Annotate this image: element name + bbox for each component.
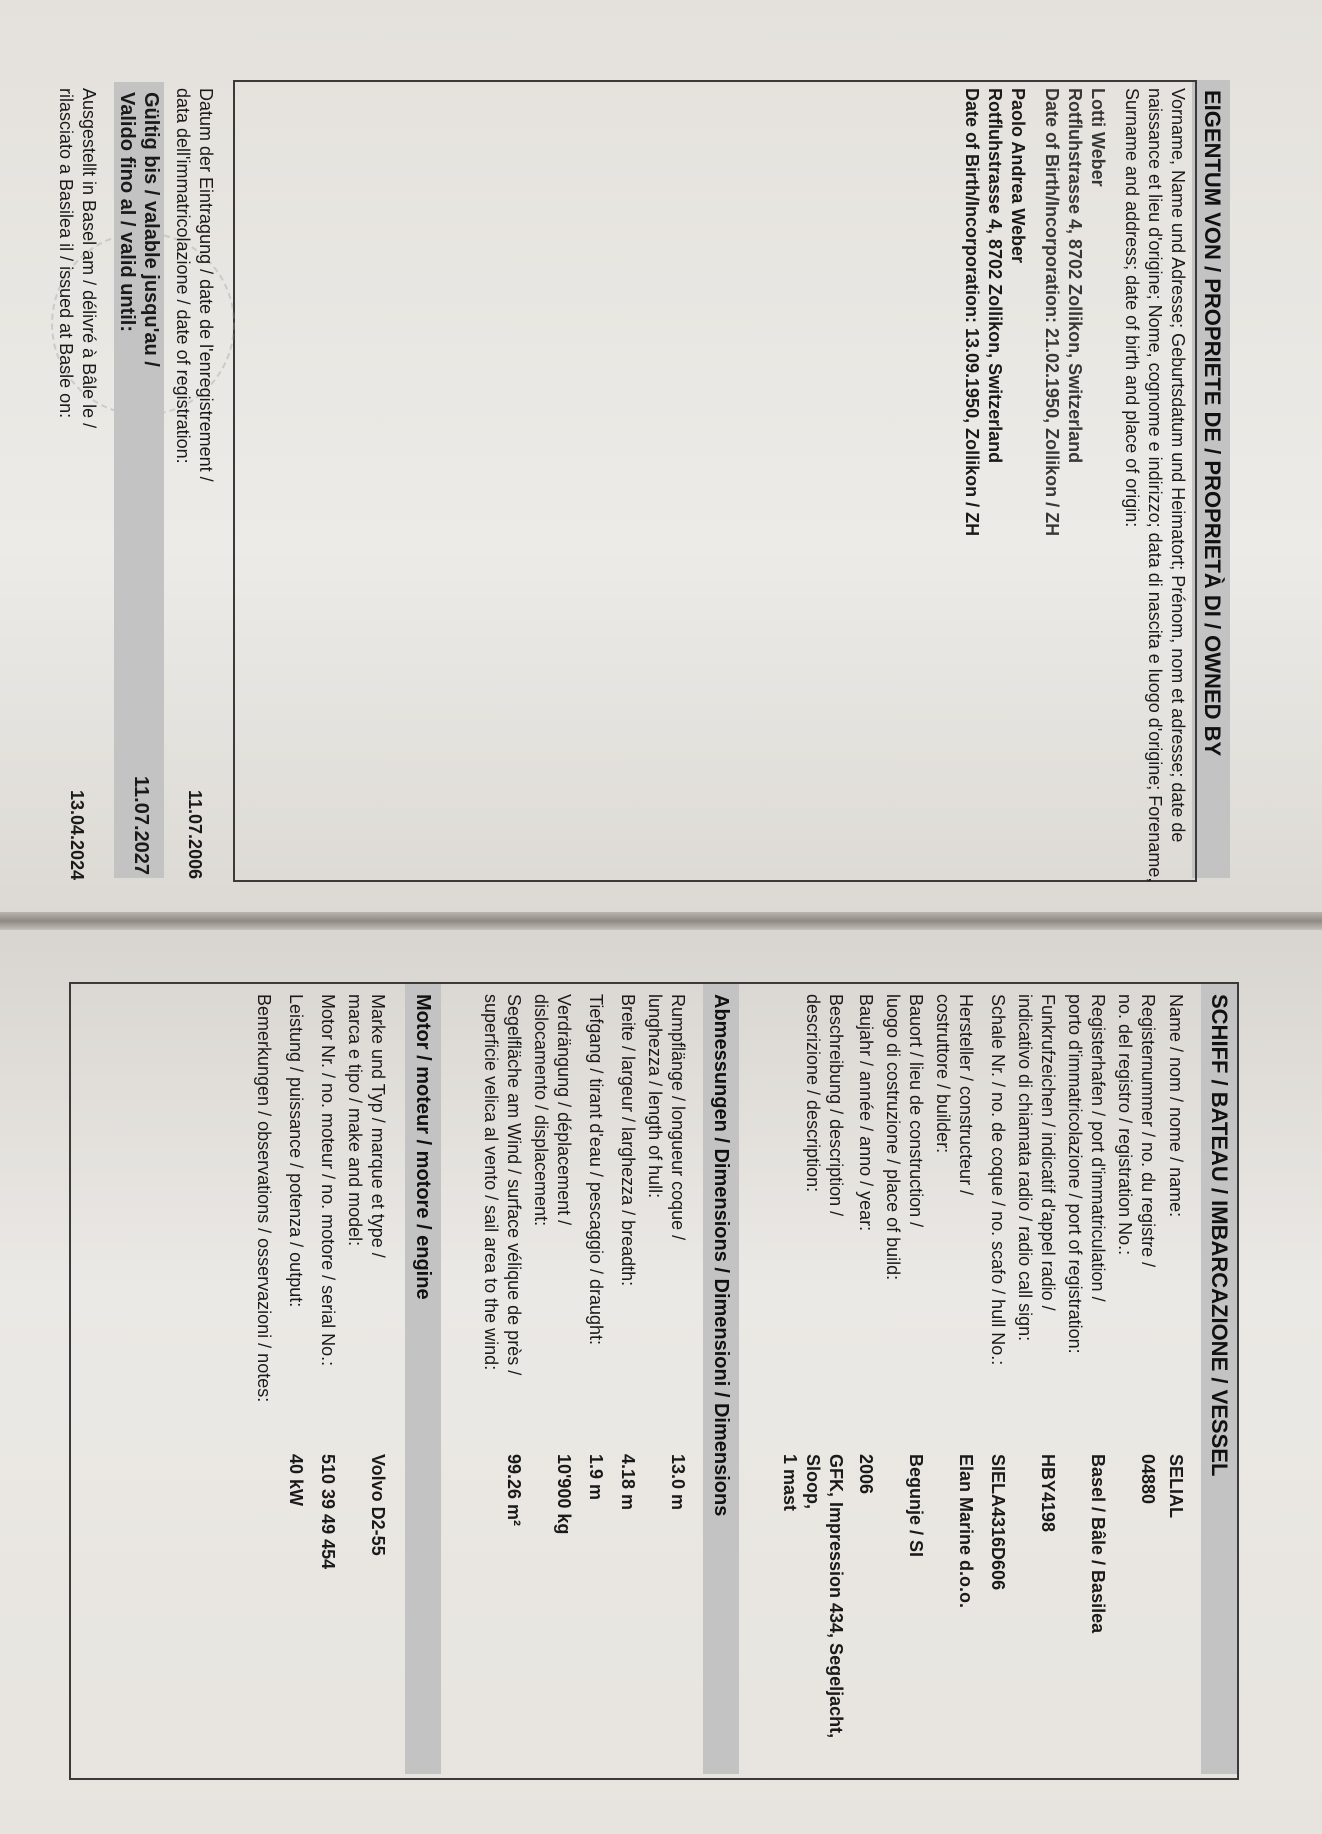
vessel-value: Elan Marine d.o.o.: [956, 1454, 976, 1609]
engine-value: 510 39 49 454: [318, 1454, 338, 1570]
engine-heading: Motor / moteur / motore / engine: [405, 984, 441, 1774]
owner-2-birth: Date of Birth/Incorporation: 13.09.1950, Zollikon / ZH: [962, 88, 982, 537]
owner-1-birth: Date of Birth/Incorporation: 21.02.1950, Zollikon / ZH: [1042, 88, 1062, 537]
engine-label: Leistung / puissance / potenza / output:: [286, 994, 306, 1308]
validity-label-2: Valido fino al / valid until:: [116, 92, 138, 333]
vessel-value: SELIAL: [1166, 1454, 1186, 1519]
vessel-value: 04880: [1138, 1454, 1158, 1505]
dimension-value: 13.0 m: [668, 1454, 688, 1511]
vessel-label: Registernummer / no. du registre / no. del registro / registration No.:: [1115, 994, 1158, 1268]
vessel-label: Schale Nr. / no. de coque / no. scafo / hull No.:: [988, 994, 1008, 1366]
engine-label: Bemerkungen / observations / osservazioni / notes:: [254, 994, 274, 1403]
validity-label-1: Gültig bis / valable jusqu'au /: [140, 92, 162, 367]
dimension-label: Breite / largeur / larghezza / breadth:: [618, 994, 638, 1287]
registration-label-2: data dell'immatricolazione / date of registration:: [173, 88, 193, 464]
vessel-value: 2006: [856, 1454, 876, 1495]
vessel-label: Name / nom / nome / name:: [1166, 994, 1186, 1218]
dimension-label: Segelfläche am Wind / surface vélique de près / superficie velica al vento / sail area to the wind:: [481, 994, 524, 1376]
validity-date: 11.07.2027: [130, 776, 152, 875]
dimension-value: 4.18 m: [618, 1454, 638, 1511]
vessel-label: Baujahr / année / anno / year:: [856, 994, 876, 1232]
issued-date: 13.04.2024: [67, 790, 87, 881]
vessel-value: Begunje / SI: [906, 1454, 926, 1558]
dimension-value: 10'900 kg: [554, 1454, 574, 1535]
owner-heading: EIGENTUM VON / PROPRIETE DE / PROPRIETÀ DI / OWNED BY: [1192, 80, 1230, 878]
vessel-label: Hersteller / constructeur / costruttore / builder:: [933, 994, 976, 1196]
engine-label: Marke und Typ / marque et type / marca e tipo / make and model:: [345, 994, 388, 1258]
dimension-value: 1.9 m: [586, 1454, 606, 1501]
vessel-value: GFK, Impression 434, Segeljacht, Sloop, 1 mast: [780, 1454, 846, 1739]
registration-date: 11.07.2006: [185, 790, 205, 880]
owner-2-name: Paolo Andrea Weber: [1008, 88, 1028, 264]
vessel-label: Beschreibung / description / descrizione / description:: [803, 994, 846, 1217]
issued-label-1: Ausgestellt in Basel am / délivré à Bâle le /: [79, 88, 99, 429]
vessel-label: Registerhafen / port d'immatriculation / porto d'immatricolazione / port of registration:: [1065, 994, 1108, 1354]
dimension-label: Tiefgang / tirant d'eau / pescaggio / draught:: [586, 994, 606, 1345]
owner-2-address: Rotfluhstrasse 4, 8702 Zollikon, Switzerland: [985, 88, 1005, 464]
vessel-section: [69, 982, 1239, 1780]
issued-label-2: rilasciato a Basilea il / issued at Basle on:: [56, 88, 76, 419]
registration-label-1: Datum der Eintragung / date de l'enregistrement /: [196, 88, 216, 482]
owner-intro-2: naissance et lieu d'origine; Nome, cognome e indirizzo; data di nascita e luogo d'origine; Forename,: [1145, 88, 1165, 883]
owner-intro-1: Vorname, Name und Adresse; Geburtsdatum und Heimatort; Prénom, nom et adresse; date de: [1168, 88, 1188, 843]
owner-1-address: Rotfluhstrasse 4, 8702 Zollikon, Switzerland: [1065, 88, 1085, 464]
vessel-heading: SCHIFF / BATEAU / IMBARCAZIONE / VESSEL: [1201, 984, 1237, 1774]
dimension-value: 99.26 m²: [504, 1454, 524, 1527]
engine-label: Motor Nr. / no. moteur / no. motore / serial No.:: [318, 994, 338, 1367]
page-fold: [0, 912, 1322, 930]
dimension-label: Rumpflänge / longueur coque / lunghezza / length of hull:: [645, 994, 688, 1241]
owner-intro-3: Surname and address; date of birth and place of origin:: [1122, 88, 1142, 528]
dimensions-heading: Abmessungen / Dimensions / Dimensioni / Dimensions: [703, 984, 739, 1774]
owner-1-name: Lotti Weber: [1088, 88, 1108, 187]
vessel-value: SIELA4316D606: [988, 1454, 1008, 1591]
dimension-label: Verdrängung / déplacement / dislocamento / displacement:: [531, 994, 574, 1227]
engine-value: 40 kW: [286, 1454, 306, 1507]
owner-section: [233, 80, 1197, 882]
vessel-label: Funkrufzeichen / indicatif d'appel radio / indicativo di chiamata radio / radio call sign:: [1015, 994, 1058, 1342]
vessel-label: Bauort / lieu de construction / luogo di costruzione / place of build:: [883, 994, 926, 1281]
engine-value: Volvo D2-55: [368, 1454, 388, 1556]
vessel-value: Basel / Bâle / Basilea: [1088, 1454, 1108, 1634]
vessel-value: HBY4198: [1038, 1454, 1058, 1533]
